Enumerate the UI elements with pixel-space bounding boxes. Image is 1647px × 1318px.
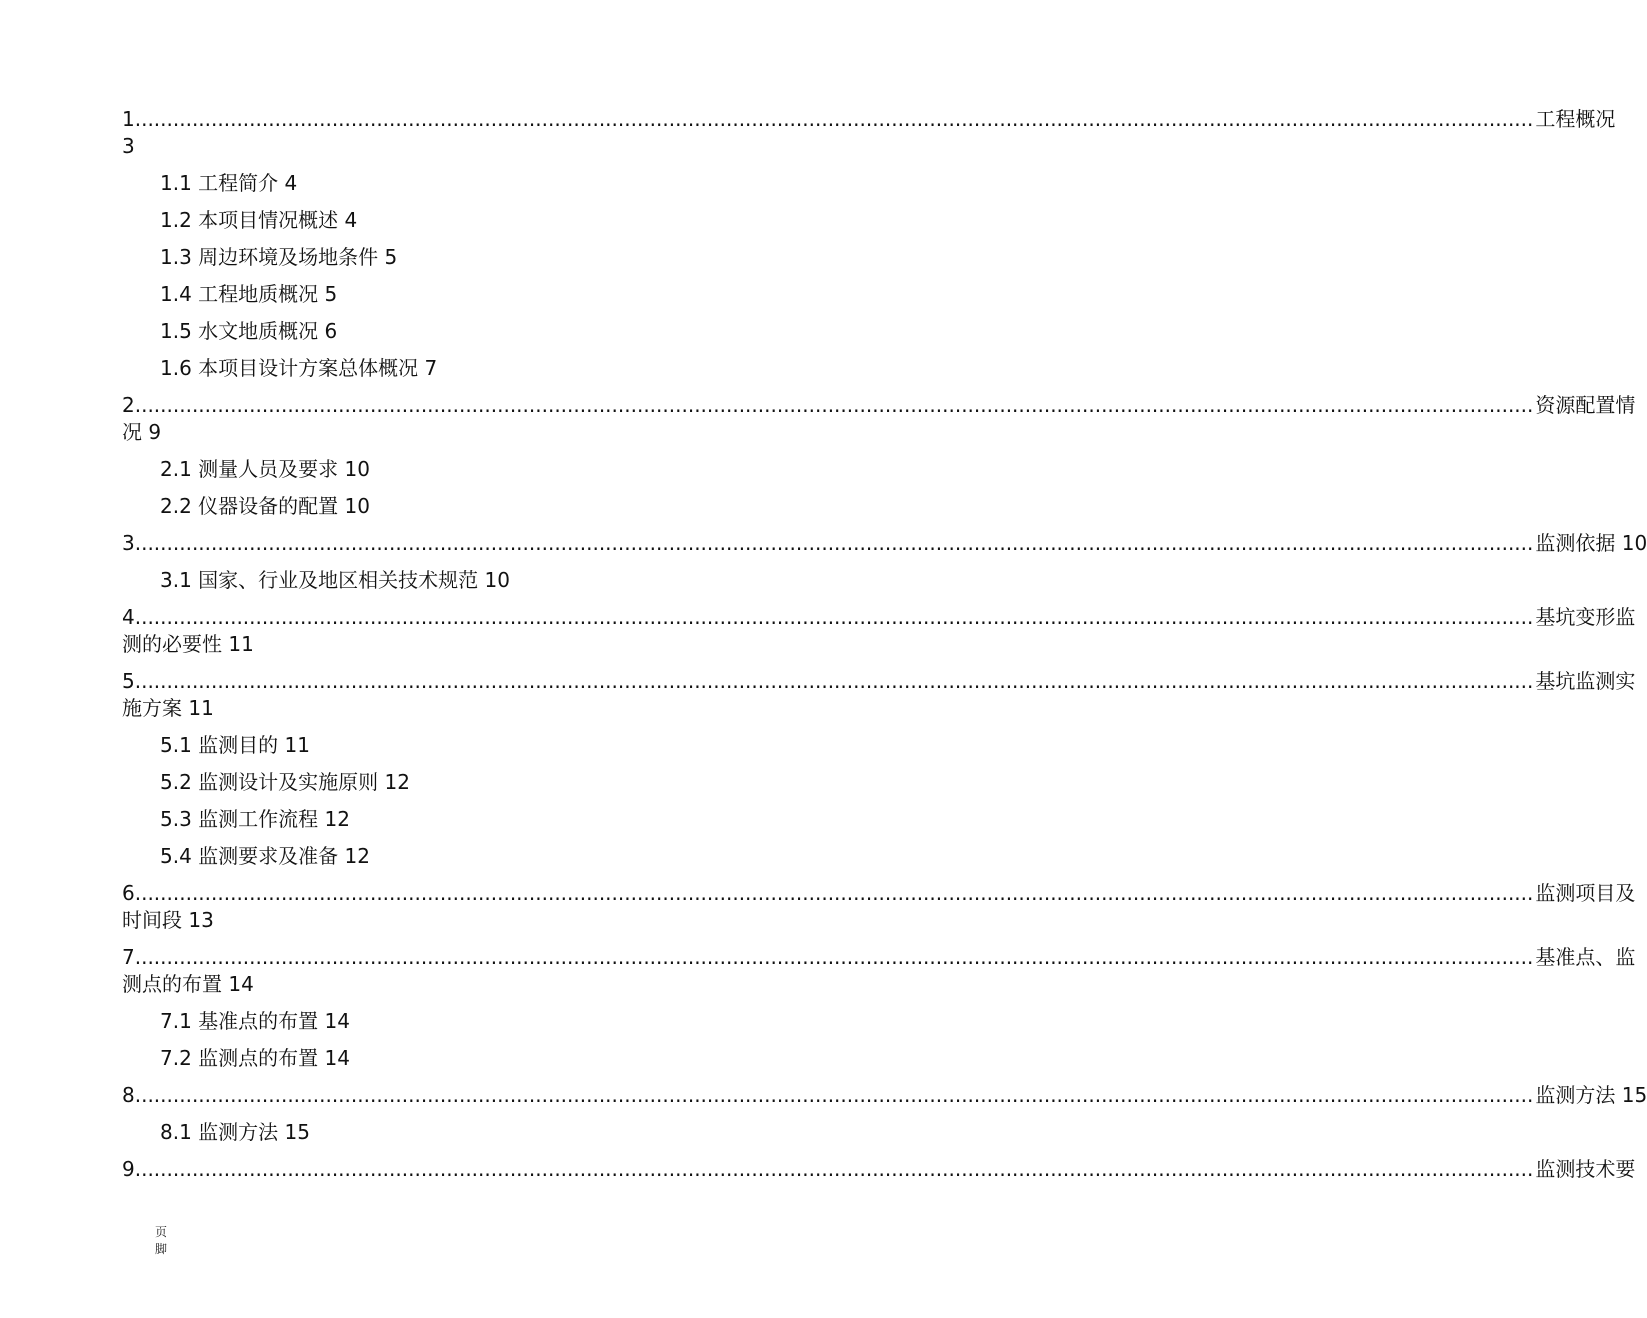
toc-chapter-entry: [122, 944, 1636, 998]
toc-chapter-line: [122, 880, 1636, 907]
toc-chapter-entry: [122, 880, 1636, 934]
toc-chapter-number: 7: [122, 945, 135, 969]
toc-section-entry: [122, 244, 822, 271]
toc-chapter-title-continuation: 测点的布置 14: [122, 972, 254, 996]
toc-chapter-title: 基坑监测实: [1535, 669, 1636, 693]
toc-chapter-line: [122, 604, 1636, 631]
toc-chapter-entry: [122, 392, 1636, 446]
toc-section-text: 5.2 监测设计及实施原则 12: [160, 770, 410, 794]
toc-chapter-entry: [122, 106, 1616, 160]
toc-chapter-number: 2: [122, 393, 135, 417]
toc-dot-leader: ............................................................................................................................................................................................................................: [134, 669, 1534, 693]
toc-section-text: 1.3 周边环境及场地条件 5: [160, 245, 398, 269]
toc-section-entry: [122, 318, 822, 345]
toc-section-entry: [122, 493, 822, 520]
toc-dot-leader: ............................................................................................................................................................................................................................: [134, 107, 1534, 131]
toc-section-entry: [122, 843, 822, 870]
table-of-contents: [122, 106, 1647, 1193]
toc-section-entry: [122, 207, 822, 234]
toc-section-text: 1.2 本项目情况概述 4: [160, 208, 358, 232]
toc-chapter-line: [122, 944, 1636, 971]
toc-section-text: 1.6 本项目设计方案总体概况 7: [160, 356, 438, 380]
toc-section-text: 5.4 监测要求及准备 12: [160, 844, 370, 868]
toc-chapter-title-continuation: 测的必要性 11: [122, 632, 254, 656]
toc-chapter-title-continuation: 3: [122, 134, 135, 158]
toc-section-entry: [122, 170, 822, 197]
toc-chapter-title: 监测方法 15: [1535, 1083, 1647, 1107]
toc-dot-leader: ............................................................................................................................................................................................................................: [134, 393, 1534, 417]
toc-section-entry: [122, 732, 822, 759]
toc-chapter-title: 监测依据 10: [1535, 531, 1647, 555]
toc-chapter-entry: [122, 1082, 1647, 1109]
toc-section-text: 8.1 监测方法 15: [160, 1120, 310, 1144]
toc-chapter-line: [122, 106, 1616, 133]
page-footer: 页脚: [155, 1225, 168, 1256]
toc-section-text: 2.1 测量人员及要求 10: [160, 457, 370, 481]
toc-chapter-number: 9: [122, 1157, 135, 1181]
toc-section-text: 5.1 监测目的 11: [160, 733, 310, 757]
toc-dot-leader: ............................................................................................................................................................................................................................: [134, 605, 1534, 629]
toc-chapter-title-continuation: 时间段 13: [122, 908, 214, 932]
toc-section-text: 1.4 工程地质概况 5: [160, 282, 338, 306]
toc-section-text: 7.2 监测点的布置 14: [160, 1046, 350, 1070]
toc-section-entry: [122, 1045, 822, 1072]
toc-dot-leader: ............................................................................................................................................................................................................................: [134, 1157, 1534, 1181]
toc-chapter-title: 资源配置情: [1535, 393, 1636, 417]
toc-section-entry: [122, 456, 822, 483]
toc-section-text: 2.2 仪器设备的配置 10: [160, 494, 370, 518]
toc-section-entry: [122, 281, 822, 308]
toc-chapter-line: [122, 668, 1636, 695]
toc-chapter-entry: [122, 1156, 1636, 1183]
toc-section-entry: [122, 355, 822, 382]
toc-chapter-entry: [122, 604, 1636, 658]
toc-chapter-title: 监测项目及: [1535, 881, 1636, 905]
toc-chapter-title: 基准点、监: [1535, 945, 1636, 969]
toc-chapter-entry: [122, 530, 1647, 557]
toc-dot-leader: ............................................................................................................................................................................................................................: [134, 945, 1534, 969]
toc-section-entry: [122, 806, 822, 833]
toc-chapter-line: [122, 1156, 1636, 1183]
toc-chapter-number: 4: [122, 605, 135, 629]
toc-chapter-number: 3: [122, 531, 135, 555]
toc-dot-leader: ............................................................................................................................................................................................................................: [134, 1083, 1534, 1107]
toc-chapter-entry: [122, 668, 1636, 722]
toc-section-entry: [122, 567, 822, 594]
toc-chapter-number: 1: [122, 107, 135, 131]
toc-section-entry: [122, 1008, 822, 1035]
toc-section-text: 3.1 国家、行业及地区相关技术规范 10: [160, 568, 510, 592]
toc-section-text: 1.5 水文地质概况 6: [160, 319, 338, 343]
toc-section-text: 7.1 基准点的布置 14: [160, 1009, 350, 1033]
toc-chapter-line: [122, 1082, 1647, 1109]
toc-chapter-title-continuation: 施方案 11: [122, 696, 214, 720]
toc-dot-leader: ............................................................................................................................................................................................................................: [134, 531, 1534, 555]
toc-chapter-title: 监测技术要: [1535, 1157, 1636, 1181]
toc-dot-leader: ............................................................................................................................................................................................................................: [134, 881, 1534, 905]
toc-chapter-title-continuation: 况 9: [122, 420, 162, 444]
toc-chapter-number: 8: [122, 1083, 135, 1107]
toc-chapter-title: 基坑变形监: [1535, 605, 1636, 629]
toc-section-entry: [122, 769, 822, 796]
toc-chapter-line: [122, 392, 1636, 419]
toc-chapter-number: 5: [122, 669, 135, 693]
toc-chapter-number: 6: [122, 881, 135, 905]
toc-chapter-title: 工程概况: [1535, 107, 1616, 131]
toc-section-entry: [122, 1119, 822, 1146]
toc-section-text: 5.3 监测工作流程 12: [160, 807, 350, 831]
toc-chapter-line: [122, 530, 1647, 557]
toc-section-text: 1.1 工程简介 4: [160, 171, 298, 195]
